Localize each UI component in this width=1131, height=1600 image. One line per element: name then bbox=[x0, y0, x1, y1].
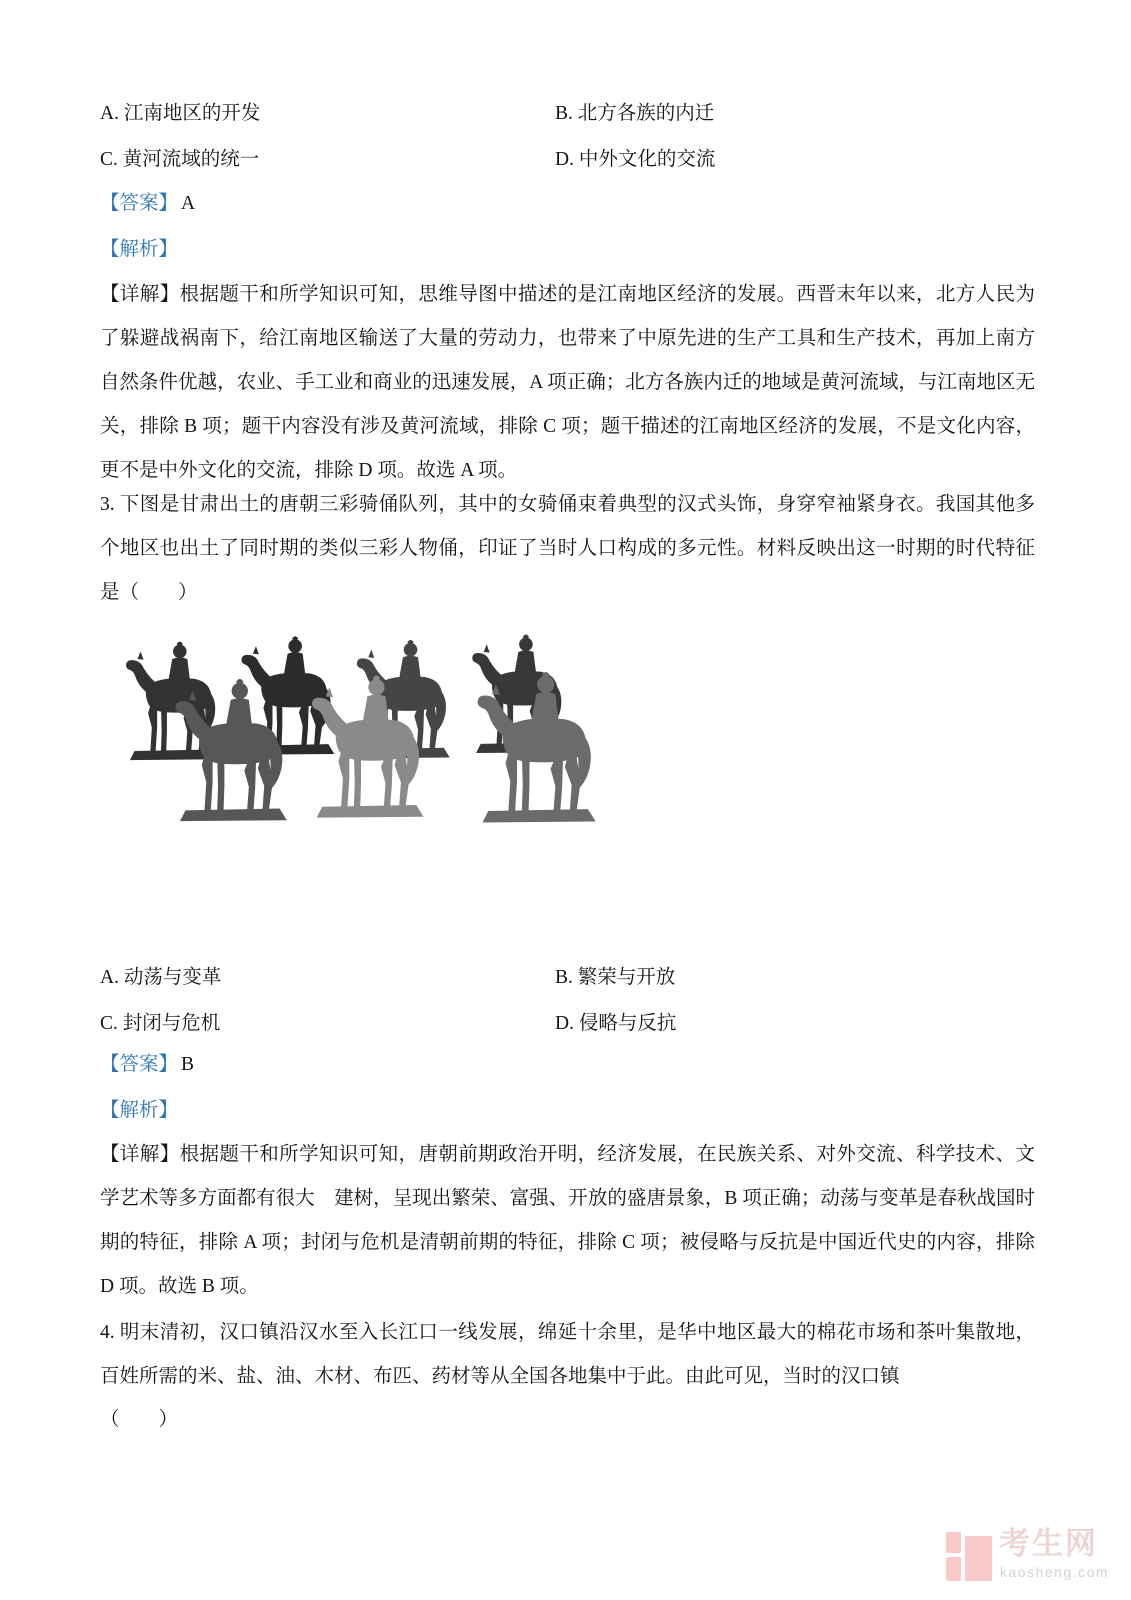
q3-detail-paragraph bbox=[100, 1133, 1035, 1309]
q3-option-c: C. 封闭与危机 bbox=[100, 1013, 221, 1034]
watermark-logo-icon bbox=[946, 1532, 961, 1553]
q4-answer-paren bbox=[100, 1398, 1035, 1442]
q2-option-c: C. 黄河流域的统一 bbox=[100, 149, 260, 170]
watermark-logo-icon bbox=[946, 1557, 961, 1581]
q2-detail-text: 根据题干和所学知识可知，思维导图中描述的是江南地区经济的发展。西晋末年以来，北方人民为了躲避战祸南下，给江南地区输送了大量的劳动力，也带来了中原先进的生产工具和生产技术，再加上南方自然条件优越，农业、手工业和商业的迅速发展，A 项正确；北方各族内迁的地域是黄河流域，与江南地区无关，排除 B 项；题干内容没有涉及黄河流域，排除 C 项；题干描述的江南地区经济的发展，不是文化内容，更不是中外文化的交流，排除 D 项。故选 A 项。 bbox=[100, 284, 1035, 481]
q3-options bbox=[100, 952, 1035, 1044]
cavalry-figurines-illustration bbox=[112, 632, 670, 916]
q3-option-d: D. 侵略与反抗 bbox=[555, 1013, 677, 1034]
watermark-site-url: kaosheng.com bbox=[1000, 1564, 1110, 1580]
q2-option-a: A. 江南地区的开发 bbox=[100, 103, 261, 124]
q4-stem-text: 4. 明末清初，汉口镇沿汉水至入长江口一线发展，绵延十余里，是华中地区最大的棉花市场和茶叶集散地，百姓所需的米、盐、油、木材、布匹、药材等从全国各地集中于此。由此可见，当时的汉口镇 bbox=[100, 1322, 1035, 1387]
analysis-label: 【解析】 bbox=[100, 239, 179, 260]
q2-options bbox=[100, 88, 1035, 180]
q2-answer-line bbox=[100, 182, 1035, 226]
detail-label: 【详解】 bbox=[100, 1144, 180, 1165]
q3-stem bbox=[100, 483, 1035, 615]
analysis-label: 【解析】 bbox=[100, 1100, 179, 1121]
q3-answer-letter: B bbox=[181, 1054, 195, 1075]
q4-stem bbox=[100, 1311, 1035, 1399]
q2-option-d: D. 中外文化的交流 bbox=[555, 149, 716, 170]
q3-option-b: B. 繁荣与开放 bbox=[555, 967, 676, 988]
q3-analysis-line bbox=[100, 1089, 1035, 1133]
q2-detail-paragraph bbox=[100, 273, 1035, 493]
q3-detail-text: 根据题干和所学知识可知，唐朝前期政治开明，经济发展，在民族关系、对外交流、科学技术、文学艺术等多方面都有很大 建树，呈现出繁荣、富强、开放的盛唐景象，B 项正确；动荡与变革是春秋战国时期的特征，排除 A 项；封闭与危机是清朝前期的特征，排除 C 项；被侵略与反抗是中国近代史的内容，排除 D 项。故选 B 项。 bbox=[100, 1144, 1035, 1297]
tang-sancai-cavalry-photo bbox=[112, 632, 670, 916]
answer-label: 【答案】 bbox=[100, 193, 179, 214]
q2-answer-letter: A bbox=[181, 193, 196, 214]
q2-analysis-line bbox=[100, 228, 1035, 272]
q3-option-a: A. 动荡与变革 bbox=[100, 967, 222, 988]
kaosheng-watermark bbox=[946, 1527, 1131, 1585]
watermark-logo-icon bbox=[965, 1536, 992, 1581]
q3-stem-text: 3. 下图是甘肃出土的唐朝三彩骑俑队列，其中的女骑俑束着典型的汉式头饰，身穿窄袖紧身衣。我国其他多个地区也出土了同时期的类似三彩人物俑，印证了当时人口构成的多元性。材料反映出这一时期的时代特征是（ ） bbox=[100, 494, 1035, 603]
q2-option-b: B. 北方各族的内迁 bbox=[555, 103, 715, 124]
q3-answer-line bbox=[100, 1043, 1035, 1087]
q4-paren-text: （ ） bbox=[100, 1409, 179, 1430]
answer-label: 【答案】 bbox=[100, 1054, 179, 1075]
watermark-site-name: 考生网 bbox=[999, 1526, 1098, 1561]
detail-label: 【详解】 bbox=[100, 284, 180, 305]
